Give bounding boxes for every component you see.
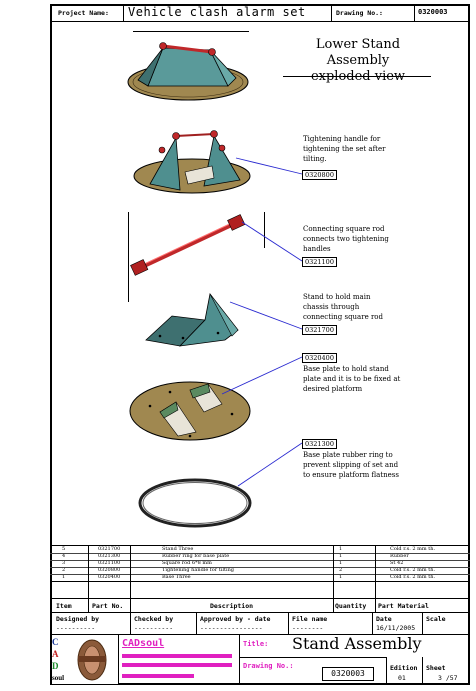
designed-by-value: ----------: [56, 624, 96, 632]
leader-line-stand: [230, 302, 302, 329]
assembly-with-handles: [134, 131, 250, 194]
tb-sep: [422, 657, 423, 685]
bom-row: 3 0321100 Square rod 6*8 mm 1 St 42: [62, 560, 404, 566]
checked-by-label: Checked by: [134, 615, 174, 623]
tb-sep: [422, 612, 423, 634]
file-name-label: File name: [292, 615, 328, 623]
callout-rod-code: 0321100: [302, 257, 337, 267]
view-title-line1: Lower Stand Assembly: [315, 37, 401, 68]
bom-col-line: [375, 545, 376, 613]
callout-ring-code: 0321300: [302, 439, 337, 449]
leader-line-base: [222, 357, 302, 394]
bom-header-bottom: [50, 612, 470, 613]
logo-letter-c: C: [52, 637, 59, 647]
approved-by-label: Approved by - date: [200, 615, 271, 623]
drawing-number-label: Drawing No.:: [243, 662, 294, 670]
leader-line-rod: [242, 222, 302, 261]
company-name: CADsoul: [122, 638, 165, 649]
sheet-value: 3 /57: [438, 674, 458, 682]
company-bar: [122, 654, 232, 658]
bom-row: 5 0321700 Stand Three 1 Cold r.s. 2 mm th.: [62, 546, 436, 552]
bom-row-line: [50, 574, 470, 575]
tb-sep: [386, 657, 387, 685]
approved-by-value: ----------------: [200, 624, 263, 632]
tb-sep: [372, 612, 373, 634]
callout-base-code: 0320400: [302, 353, 337, 363]
logo-letter-d: D: [52, 661, 59, 671]
drawing-no-value: 0320003: [418, 8, 448, 16]
checked-by-value: ----------: [134, 624, 174, 632]
title-label: Title:: [243, 640, 269, 648]
date-value: 16/11/2005: [376, 624, 416, 632]
rubber-ring-part: [140, 480, 250, 526]
project-name-label: Project Name:: [58, 9, 109, 17]
date-label: Date: [376, 615, 392, 623]
bom-bottom-line: [50, 581, 470, 582]
sheet-label: Sheet: [426, 664, 446, 672]
tb-sep: [196, 612, 197, 634]
bom-header-item: Item: [56, 602, 72, 610]
callout-ring-text: Base plate rubber ring to prevent slipping of set and to ensure platform flatness: [303, 451, 399, 479]
bom-header-part: Part No.: [92, 602, 124, 610]
tb-inner-line: [239, 657, 386, 658]
bom-row: 1 0320400 Base Three 1 Cold r.s. 2 mm th.: [62, 574, 436, 580]
tb-sep: [118, 634, 119, 685]
callout-stand-code: 0321700: [302, 325, 337, 335]
bom-row: 4 0321300 Rubber ring for base plate 1 Rubber: [62, 553, 409, 559]
bom-header-qty: Quantity: [335, 602, 367, 610]
edition-label: Edition: [390, 664, 418, 672]
bom-header-top: [50, 598, 470, 599]
callout-handle-text: Tightening handle for tightening the set after tilting.: [303, 135, 386, 163]
view-title-line2: exploded view: [310, 69, 406, 84]
company-bar: [122, 663, 232, 667]
callout-base-text: Base plate to hold stand plate and it is to be fixed at desired platform: [303, 365, 401, 393]
bom-col-line: [88, 545, 89, 613]
bom-col-line: [130, 545, 131, 613]
callout-stand-text: Stand to hold main chassis through connecting square rod: [303, 293, 383, 321]
edition-value: 01: [398, 674, 406, 682]
bom-row-line: [50, 560, 470, 561]
callout-rod-text: Connecting square rod connects two tightening handles: [303, 225, 389, 253]
logo-letters: [52, 636, 66, 684]
callout-handle-code: 0320800: [302, 170, 337, 180]
bom-row-line: [50, 567, 470, 568]
bom-header-material: Part Material: [378, 602, 429, 610]
tb-sep: [288, 612, 289, 634]
bom-row: 2 0320800 Tightening handle for tilting 2 Cold r.s. 2 mm th.: [62, 567, 436, 573]
assembled-stand-top: [128, 43, 248, 101]
scale-label: Scale: [426, 615, 446, 623]
logo-letter-a: A: [52, 649, 59, 659]
leader-lines: [222, 158, 302, 486]
leader-line-ring: [238, 443, 302, 486]
logo-letter-soul: soul: [52, 674, 65, 682]
drawing-number-value: 0320003: [322, 667, 374, 681]
tb-sep: [239, 634, 240, 685]
project-name-value: Vehicle clash alarm set: [128, 5, 306, 19]
drawing-no-label: Drawing No.:: [336, 9, 383, 17]
base-plate-part: [130, 382, 250, 440]
designed-by-label: Designed by: [56, 615, 100, 623]
bom-header-desc: Description: [210, 602, 254, 610]
bom-row-line: [50, 553, 470, 554]
file-name-value: --------: [292, 624, 324, 632]
connecting-rod-part: [131, 215, 245, 276]
stand-part: [146, 294, 238, 346]
bom-col-line: [333, 545, 334, 613]
title-value: Stand Assembly: [292, 634, 422, 653]
tb-sep: [130, 612, 131, 634]
company-bar: [122, 674, 194, 678]
